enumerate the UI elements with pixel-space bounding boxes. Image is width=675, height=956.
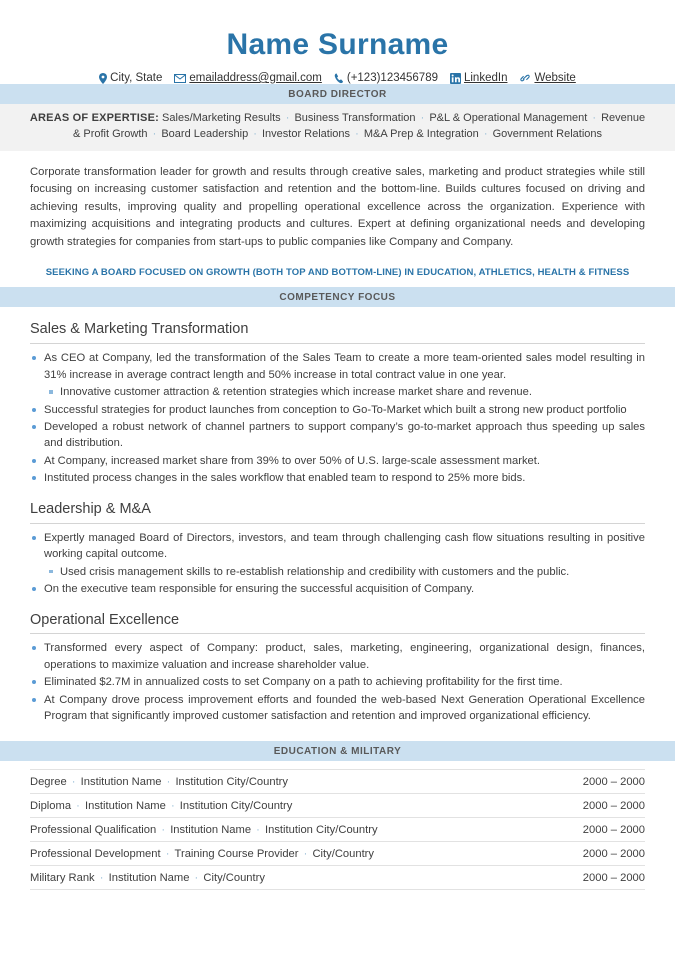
section-divider xyxy=(30,633,645,634)
education-entry-text xyxy=(30,848,374,860)
expertise-item: Board Leadership xyxy=(161,127,249,140)
education-part: Diploma xyxy=(30,799,72,812)
sub-bullet-item: Innovative customer attraction & retention strategies which increase market share and revenue. xyxy=(30,384,645,400)
separator-dot-icon: · xyxy=(420,112,425,124)
education-row xyxy=(30,794,645,818)
contact-text[interactable]: emailaddress@gmail.com xyxy=(189,72,322,84)
education-part: Institution City/Country xyxy=(175,775,288,788)
expertise-item: Revenue & Profit Growth xyxy=(72,112,646,140)
competency-heading: Operational Excellence xyxy=(30,611,180,628)
education-part: Training Course Provider xyxy=(174,847,299,860)
contact-text: City, State xyxy=(110,72,163,84)
education-entry-text xyxy=(30,824,378,836)
education-list xyxy=(0,761,675,890)
contact-text[interactable]: Website xyxy=(534,72,576,84)
separator-dot-icon: · xyxy=(158,823,169,836)
competency-heading: Sales & Marketing Transformation xyxy=(30,321,249,338)
separator-dot-icon: · xyxy=(253,127,257,140)
bullet-item: Expertly managed Board of Directors, investors, and team through challenging cash flow situations resulting in positive working capital outcome. xyxy=(30,530,645,563)
separator-dot-icon: · xyxy=(68,775,79,788)
expertise-item: Sales/Marketing Results xyxy=(162,112,281,124)
contact-item-link-chain[interactable] xyxy=(519,72,575,84)
section-divider xyxy=(30,343,645,344)
education-part: Institution Name xyxy=(85,799,166,812)
education-dates: 2000 – 2000 xyxy=(582,823,645,836)
separator-dot-icon: · xyxy=(285,112,290,124)
separator-dot-icon: · xyxy=(163,775,174,788)
education-dates: 2000 – 2000 xyxy=(582,847,645,860)
linkedin-icon xyxy=(450,73,461,84)
education-dates: 2000 – 2000 xyxy=(582,799,645,812)
education-entry-text xyxy=(30,800,292,812)
expertise-item: M&A Prep & Integration xyxy=(363,127,479,140)
education-part: Degree xyxy=(30,775,67,788)
resume-header xyxy=(0,0,675,84)
education-row xyxy=(30,842,645,866)
education-part: Institution Name xyxy=(80,775,162,788)
bullet-item: At Company, increased market share from 39% to over 50% of U.S. large-scale assessment market. xyxy=(30,453,645,469)
link-chain-icon xyxy=(519,73,531,83)
education-part: City/Country xyxy=(203,871,265,884)
contact-item-location-pin xyxy=(99,72,162,84)
section-divider xyxy=(30,523,645,524)
education-row xyxy=(30,866,645,890)
education-dates: 2000 – 2000 xyxy=(582,775,645,788)
bullet-item: Developed a robust network of channel partners to support company’s go-to-market approach thus speeding up sales and distribution. xyxy=(30,419,645,452)
competency-focus-band: COMPETENCY FOCUS xyxy=(0,287,675,307)
education-part: Institution Name xyxy=(108,871,190,884)
education-part: Institution City/Country xyxy=(179,799,293,812)
education-part: Professional Development xyxy=(30,847,161,860)
envelope-icon xyxy=(174,74,186,83)
competency-bullet-list xyxy=(30,530,645,598)
separator-dot-icon: · xyxy=(355,127,359,140)
education-part: Institution City/Country xyxy=(265,823,378,836)
contact-item-linkedin[interactable] xyxy=(450,72,507,84)
competency-bullet-list xyxy=(30,640,645,724)
bullet-item: As CEO at Company, led the transformation of the Sales Team to create a more team-oriented sales model resulting in 31% increase in average contract length and 50% increase in total contract value in one year. xyxy=(30,350,645,383)
education-entry-text xyxy=(30,872,265,884)
expertise-item: Investor Relations xyxy=(261,127,351,140)
education-military-band: EDUCATION & MILITARY xyxy=(0,741,675,761)
education-row xyxy=(30,818,645,842)
competency-heading: Leadership & M&A xyxy=(30,500,151,517)
contact-text: (+123)123456789 xyxy=(346,72,438,84)
separator-dot-icon: · xyxy=(96,871,107,884)
separator-dot-icon: · xyxy=(167,799,178,812)
contact-item-phone xyxy=(334,72,438,84)
expertise-items xyxy=(73,112,645,140)
separator-dot-icon: · xyxy=(191,871,202,884)
separator-dot-icon: · xyxy=(162,847,173,860)
areas-of-expertise xyxy=(0,104,675,151)
phone-icon xyxy=(334,73,344,84)
professional-summary: Corporate transformation leader for growth and results through creative sales, marketing and product strategies while still focusing on increasing customer satisfaction and retention and the bottom-line. Builds cultures focused on driving and achieving results, improving quality and propelling operational excellence across the organization. Experience with maximizing acquisitions and integrating products and cultures. Expert at defining organizational needs and developing growth strategies for companies from start-ups to public companies like Company and Company. xyxy=(30,165,645,248)
separator-dot-icon: · xyxy=(483,127,488,140)
contact-text[interactable]: LinkedIn xyxy=(463,72,508,84)
seeking-statement: SEEKING A BOARD FOCUSED ON GROWTH (BOTH TOP AND BOTTOM-LINE) IN EDUCATION, ATHLETICS, HEALTH & FITNESS xyxy=(45,267,630,279)
page-title: Name Surname xyxy=(226,28,449,61)
separator-dot-icon: · xyxy=(592,112,597,124)
separator-dot-icon: · xyxy=(73,799,83,812)
bullet-item: Eliminated $2.7M in annualized costs to set Company on a path to achieving profitability for the first time. xyxy=(30,674,645,690)
separator-dot-icon: · xyxy=(152,127,157,140)
bullet-item: Successful strategies for product launches from conception to Go-To-Market which built a strong new product portfolio xyxy=(30,402,645,418)
education-dates: 2000 – 2000 xyxy=(582,871,645,884)
expertise-item: P&L & Operational Management xyxy=(429,112,588,124)
competency-bullet-list xyxy=(30,350,645,487)
education-row xyxy=(30,769,645,794)
bullet-item: Instituted process changes in the sales workflow that enabled team to respond to 25% more bids. xyxy=(30,470,645,486)
separator-dot-icon: · xyxy=(253,823,263,836)
expertise-item: Business Transformation xyxy=(294,112,416,124)
contact-item-envelope[interactable] xyxy=(174,72,321,84)
sub-bullet-item: Used crisis management skills to re-establish relationship and credibility with customers and the public. xyxy=(30,564,645,580)
bullet-item: At Company drove process improvement efforts and founded the web-based Next Generation Operational Excellence Program that significantly improved customer satisfaction and retention and improved organizational efficiency. xyxy=(30,692,645,725)
bullet-item: Transformed every aspect of Company: product, sales, marketing, engineering, organizational design, finances, operations to maximize valuation and increase shareholder value. xyxy=(30,640,645,673)
education-part: Institution Name xyxy=(170,823,252,836)
location-pin-icon xyxy=(99,73,107,84)
expertise-label: AREAS OF EXPERTISE: xyxy=(29,112,159,124)
separator-dot-icon: · xyxy=(300,847,311,860)
bullet-item: On the executive team responsible for ensuring the successful acquisition of Company. xyxy=(30,581,645,597)
contact-line xyxy=(0,72,675,84)
job-title-band: BOARD DIRECTOR xyxy=(0,84,675,104)
education-entry-text xyxy=(30,776,288,788)
education-part: Professional Qualification xyxy=(30,823,157,836)
education-part: City/Country xyxy=(312,847,375,860)
expertise-item: Government Relations xyxy=(492,127,603,140)
competency-sections xyxy=(0,320,675,724)
education-part: Military Rank xyxy=(30,871,95,884)
